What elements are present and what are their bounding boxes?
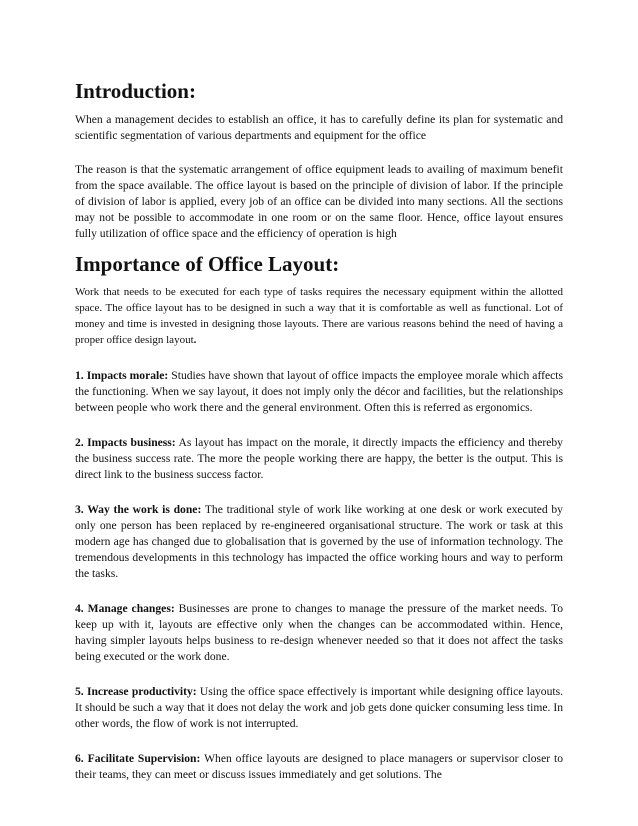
point-facilitate-supervision bbox=[75, 751, 563, 783]
point-text: When office layouts are designed to place managers or supervisor closer to their teams, they can meet or discuss issues immediately and get solutions. The bbox=[75, 752, 564, 781]
importance-paragraph-end: . bbox=[193, 334, 197, 346]
introduction-heading: Introduction: bbox=[75, 79, 196, 103]
point-title: 1. Impacts morale: bbox=[75, 369, 169, 382]
introduction-paragraph-2: The reason is that the systematic arrangement of office equipment leads to availing of maximum benefit from the space available. The office layout is based on the principle of division of labor. If the principle of division of labor is applied, every job of an office can be divided into many sections. All the sections may not be possible to accommodate in one room or on the same floor. Hence, office layout ensures fully utilization of office space and the efficiency of operation is high bbox=[75, 163, 563, 240]
point-text: Studies have shown that layout of office impacts the employee morale which affects the functioning. When we say layout, it does not imply only the décor and facilities, but the relationships between people who work there and the general environment. Often this is referred as ergonomics. bbox=[75, 369, 563, 414]
document-page bbox=[75, 78, 563, 783]
point-text: The traditional style of work like working at one desk or work executed by only one person has been replaced by re-engineered organisational structure. The work or task at this modern age has changed due to globalisation that is governed by the use of information technology. The tremendous developments in this technology has impacted the office working hours and way to perform the tasks. bbox=[75, 503, 563, 580]
point-title: 3. Way the work is done: bbox=[75, 503, 202, 516]
point-title: 6. Facilitate Supervision: bbox=[75, 752, 201, 765]
point-title: 4. Manage changes: bbox=[75, 602, 175, 615]
point-increase-productivity bbox=[75, 684, 563, 732]
importance-paragraph bbox=[75, 284, 563, 348]
point-manage-changes bbox=[75, 601, 563, 665]
point-impacts-business bbox=[75, 435, 563, 483]
point-text: As layout has impact on the morale, it directly impacts the efficiency and thereby the business success rate. The more the people working there are happy, the better is the output. This is direct link to the business success factor. bbox=[75, 436, 563, 481]
point-way-work-is-done bbox=[75, 502, 563, 582]
point-text: Using the office space effectively is important while designing office layouts. It should be such a way that it does not delay the work and job gets done quicker consuming less time. In other words, the flow of work is not interrupted. bbox=[75, 685, 563, 730]
importance-heading: Importance of Office Layout: bbox=[75, 252, 340, 276]
point-text: Businesses are prone to changes to manage the pressure of the market needs. To keep up with it, layouts are effective only when the changes can be accommodated within. Hence, having simpler layouts helps business to re-design whenever needed so that it does not affect the tasks being executed or the work done. bbox=[75, 602, 563, 663]
introduction-paragraph-1: When a management decides to establish an office, it has to carefully define its plan for systematic and scientific segmentation of various departments and equipment for the office bbox=[75, 113, 563, 142]
importance-paragraph-text: Work that needs to be executed for each type of tasks requires the necessary equipment within the allotted space. The office layout has to be designed in such a way that it is comfortable as well as functional. Lot of money and time is invested in designing those layouts. There are various reasons behind the need of having a proper office design layout bbox=[75, 286, 563, 346]
point-title: 2. Impacts business: bbox=[75, 436, 176, 449]
point-impacts-morale bbox=[75, 368, 563, 416]
point-title: 5. Increase productivity: bbox=[75, 685, 197, 698]
